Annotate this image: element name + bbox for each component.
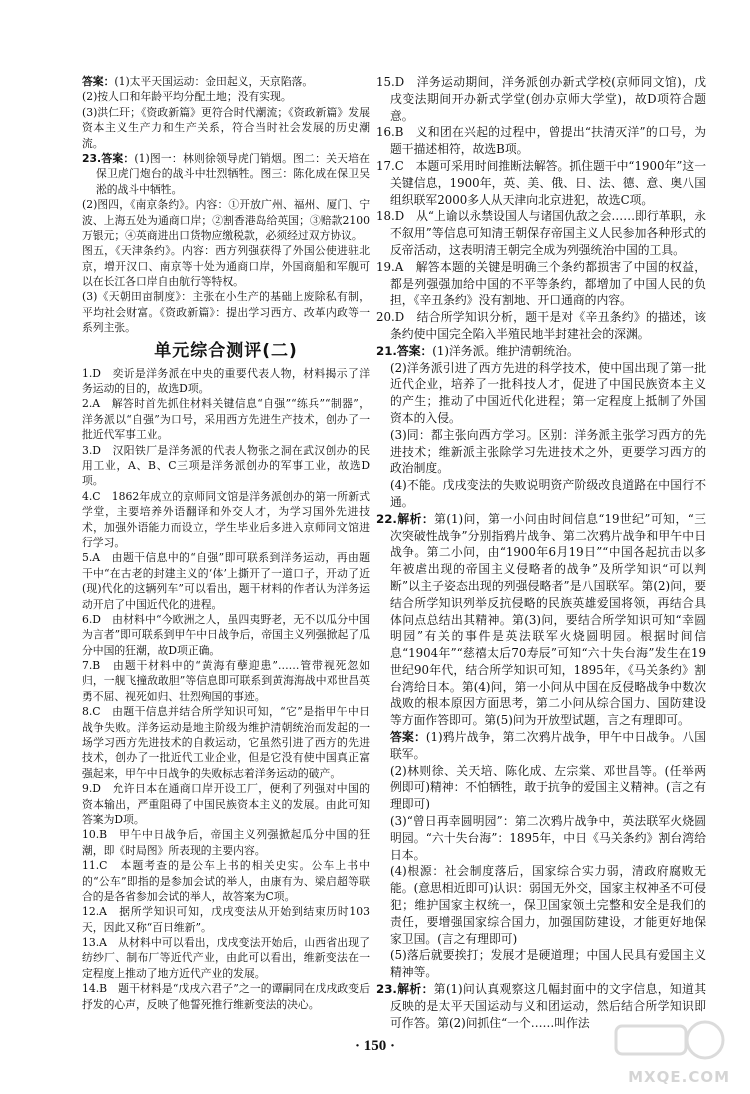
answer-text: (2)按人口和年龄平均分配土地；没有实现。: [82, 90, 292, 104]
answer-paragraph: [82, 151, 370, 197]
answer-label: 答案：: [82, 75, 115, 88]
section-title: 单元综合测评(二): [154, 340, 298, 361]
answer-label: 21.答案：: [376, 343, 433, 358]
answer-text: 8.C 由题干信息并结合所学知识可知，“它”是指甲午中日战争失败。洋务运动是地主阶级为维护清朝统治而发起的一场学习西方先进技术的自救运动，它虽然引进了西方的先进技术，创办了一批近代工业企业，但是它没有使中国真正富强起来，甲午中日战争的失败标志着洋务运动的破产。: [82, 705, 370, 780]
answer-text: 9.D 允许日本在通商口岸开设工厂，便利了列强对中国的资本输出，严重阻碍了中国民族资本主义的发展。由此可知答案为D项。: [82, 782, 370, 826]
answer-paragraph: [376, 259, 706, 309]
answer-text: 11.C 本题考查的是公车上书的相关史实。公车上书中的“公车”即指的是参加会试的举人，由康有为、梁启超等联合的是各省参加会试的举人，故答案为C项。: [82, 859, 370, 903]
answer-paragraph: [376, 360, 706, 427]
answer-paragraph: [376, 343, 706, 360]
answer-paragraph: [376, 427, 706, 477]
answer-text: (3)《天朝田亩制度》：主张在小生产的基础上废除私有制，平均社会财富。《资政新篇》：提出学习西方、改革内政等一系列主张。: [82, 290, 370, 335]
answer-text: (2)洋务派引进了西方先进的科学技术，使中国出现了第一批近代企业，培养了一批科技人才，促进了中国民族资本主义的产生；推动了中国近代化进程；第一定程度上抵制了外国资本的入侵。: [390, 360, 706, 425]
answer-text: (3)“曾日再幸圆明园”：第二次鸦片战争中，英法联军火烧圆明园。“六十失台海”：1895年，中日《马关条约》割台湾给日本。: [390, 814, 706, 862]
answer-text: (2)图四，《南京条约》。内容：①开放广州、福州、厦门、宁波、上海五处为通商口岸；②割香港岛给英国；③赔款2100万银元；④英商进出口货物应缴税款，必须经过双方协议。: [82, 198, 370, 242]
answer-paragraph: [82, 366, 370, 397]
answer-paragraph: [376, 477, 706, 511]
answer-paragraph: [82, 658, 370, 704]
answer-paragraph: [376, 813, 706, 863]
answer-label: 22.解析：: [376, 511, 435, 526]
answer-text: 1.D 奕䜣是洋务派在中央的重要代表人物，材料揭示了洋务运动的目的，故选D项。: [82, 366, 370, 396]
answer-paragraph: [82, 197, 370, 243]
answer-paragraph: [376, 158, 706, 208]
answer-text: 20.D 结合所学知识分析，题干是对《辛丑条约》的描述，该条约使中国完全陷入半殖民地半封建社会的深渊。: [376, 310, 706, 341]
answer-paragraph: [82, 781, 370, 827]
watermark: [610, 1016, 730, 1086]
answer-paragraph: [82, 981, 370, 1012]
answer-paragraph: [82, 612, 370, 658]
answer-paragraph: [82, 935, 370, 981]
answer-text: (1)洋务派。维护清朝统治。: [432, 343, 579, 358]
answer-text: (4)不能。戊戌变法的失败说明资产阶级改良道路在中国行不通。: [390, 478, 706, 509]
answer-text: 18.D 从“上谕以永禁设国人与诸国仇敌之会……即行革职，永不叙用”等信息可知清王朝保存帝国主义人民参加各种形式的反帝活动，这表明清王朝完全成为列强统治中国的工具。: [376, 209, 706, 257]
answer-text: (2)林则徐、关天培、陈化成、左宗棠、邓世昌等。(任举两例即可)精神：不怕牺牲，敢于抗争的爱国主义精神。(言之有理即可): [390, 763, 706, 812]
answer-text: 10.B 甲午中日战争后，帝国主义列强掀起瓜分中国的狂潮，即《时局图》所表现的主要内容。: [82, 828, 370, 857]
answer-text: 14.B 题干材料是“戊戌六君子”之一的谭嗣同在戊戌政变后抒发的心声，反映了他誓死推行维新变法的决心。: [82, 982, 370, 1011]
answer-paragraph: [82, 396, 370, 442]
answer-text: 4.C 1862年成立的京师同文馆是洋务派创办的第一所新式学堂，主要培养外语翻译和外交人才，为学习国外先进技术，加强外语能力而设立，学生毕业后多进入京师同文馆进行学习。: [82, 489, 370, 549]
answer-paragraph: [376, 729, 706, 763]
answer-paragraph: [82, 704, 370, 781]
answer-paragraph: [82, 105, 370, 151]
answer-text: 图五，《天津条约》。内容：西方列强获得了外国公使进驻北京，增开汉口、南京等十处为通商口岸，外国商船和军舰可以在长江各口岸自由航行等特权。: [82, 244, 370, 289]
answer-paragraph: [82, 74, 370, 89]
answer-paragraph: [376, 74, 706, 124]
page-number: · 150 ·: [354, 1038, 395, 1054]
answer-text: 7.B 由题干材料中的“黄海有孽迎患”……管带视死忽如归，一舰飞撞敌敢胆”等信息即可联系到黄海海战中邓世昌英勇不屈、视死如归、壮烈殉国的事迹。: [82, 659, 370, 703]
watermark-logo-icon: [610, 1016, 730, 1072]
answer-text: (3)洪仁玕；《资政新篇》更符合时代潮流；《资政新篇》发展资本主义生产力和生产关系，符合当时社会发展的历史潮流。: [82, 105, 370, 150]
answer-text: 15.D 洋务运动期间，洋务派创办新式学校(京师同文馆)，戊戌变法期间开办新式学堂(创办京师大学堂)，故D项符合题意。: [376, 75, 706, 123]
answer-paragraph: [376, 863, 706, 947]
answer-paragraph: [82, 89, 370, 104]
answer-paragraph: [376, 763, 706, 813]
answers-block-after-section: [82, 366, 370, 1012]
answer-text: 19.A 解答本题的关键是明确三个条约都损害了中国的权益，都是列强强加给中国的不平等条约，都增加了中国人民的负担，《辛丑条约》没有割地、开口通商的内容。: [376, 259, 706, 308]
watermark-text: MXQE.COM: [628, 1068, 730, 1086]
answer-paragraph: [376, 511, 706, 729]
answer-paragraph: [82, 443, 370, 489]
answer-text: 16.B 义和团在兴起的过程中，曾提出“扶清灭洋”的口号，为题干描述相符，故选B项。: [376, 125, 706, 157]
answer-text: 2.A 解答时首先抓住材料关键信息“自强”“练兵”“制器”，洋务派以“自强”为口号，采用西方先进生产技术，创办了一批近代军事工业。: [82, 397, 370, 442]
answer-paragraph: [376, 124, 706, 158]
answer-paragraph: [376, 309, 706, 343]
answer-paragraph: [82, 550, 370, 612]
answer-text: 第(1)问认真观察这几幅封面中的文字信息，知道其反映的是太平天国运动与义和团运动，然后结合所学知识即可作答。第(2)问抓住“一个……叫作法: [390, 982, 706, 1030]
answer-label: 23.解析：: [376, 982, 434, 997]
answer-text: 13.A 从材料中可以看出，戊戌变法开始后，山西省出现了纺纱厂、制布厂等近代产业，由此可以看出，维新变法在一定程度上推动了地方近代产业的发展。: [82, 936, 370, 980]
answer-text: 6.D 由材料中“今欧洲之人，虽四夷野老，无不以瓜分中国为言者”即可联系到甲午中日战争后，帝国主义列强掀起了瓜分中国的狂潮，故D项正确。: [82, 612, 370, 657]
header-mark: [255, 4, 325, 14]
answers-block-before-section: [82, 74, 370, 336]
answer-paragraph: [82, 243, 370, 289]
answer-text: (1)鸦片战争，第二次鸦片战争，甲午中日战争。八国联军。: [390, 730, 706, 761]
answer-paragraph: [82, 827, 370, 858]
answer-text: (3)同：都主张向西方学习。区别：洋务派主张学习西方的先进技术；维新派主张除学习先进技术之外，更要学习西方的政治制度。: [390, 427, 706, 476]
answer-paragraph: [82, 289, 370, 335]
answer-text: 17.C 本题可采用时间推断法解答。抓住题干中“1900年”这一关键信息，1900年，英、美、俄、日、法、德、意、奥八国组织联军2000多人从天津向北京进犯，故选C项。: [376, 158, 706, 207]
answer-paragraph: [376, 208, 706, 258]
answer-text: 第(1)问，第一小问由时间信息“19世纪”可知，“三次突破性战争”分别指鸦片战争、第二次鸦片战争和甲午中日战争。第二小问，由“1900年6月19日”“中国各起抗击以多年被虐出现的帝国主义侵略者的战争”及所学知识“可以判断”以主子姿态出现的列强侵略者”是八国联军。第(2)问，要结合所学知识列举反抗侵略的民族英雄爱国将领，再结合具体问点总结出其精神。第(3)问，要结合所学知识可知“幸圆明园”有关的事件是英法联军火烧圆明园。根据时间信息“1904年”“慈禧太后70寿辰”可知“六十失台海”发生在19世纪90年代，结合所学知识可知，1895年，《马关条约》割台湾给日本。第(4)问，第一小问从中国在反侵略战争中数次战败的根本原因方面思考，第二小问从综合国力、国防建设等方面作答即可。第(5)问为开放型试题，言之有理即可。: [390, 511, 706, 728]
answer-text: 3.D 汉阳铁厂是洋务派的代表人物张之洞在武汉创办的民用工业，A、B、C三项是洋务派创办的军事工业，故选D项。: [82, 443, 370, 488]
answer-paragraph: [82, 858, 370, 904]
answer-text: (1)图一：林则徐领导虎门销烟。图二：关天培在保卫虎门炮台的战斗中壮烈牺牲。图三：陈化成在保卫吴淞的战斗中牺牲。: [96, 151, 370, 196]
answer-text: (4)根源：社会制度落后，国家综合实力弱，清政府腐败无能。(意思相近即可)认识：弱国无外交，国家主权神圣不可侵犯；维护国家主权统一，保卫国家领土完整和安全是我们的责任，要增强国家综合国力，加强国防建设，才能更好地保家卫国。(言之有理即可): [390, 864, 706, 946]
left-column: [82, 74, 370, 1012]
answer-paragraph: [82, 904, 370, 935]
answer-text: (1)太平天国运动：金田起义，天京陷落。: [114, 75, 314, 88]
answer-text: 12.A 据所学知识可知，戊戌变法从开始到结束历时103天，因此又称“百日维新”。: [82, 905, 370, 934]
answer-text: 5.A 由题干信息中的“自强”即可联系到洋务运动，再由题干中“在古老的封建主义的‘体’上撕开了一道口子，开动了近(现)代化的这辆列车”可以看出，题干材料的作者认为洋务运动开启了中国近代化的进程。: [82, 551, 370, 611]
answer-text: (5)落后就要挨打；发展才是硬道理；中国人民具有爱国主义精神等。: [390, 948, 706, 980]
answer-paragraph: [376, 947, 706, 981]
answer-label: 23.答案：: [82, 151, 135, 165]
answer-label: 答案：: [390, 730, 426, 745]
answer-paragraph: [82, 489, 370, 551]
right-column: [376, 74, 706, 1031]
